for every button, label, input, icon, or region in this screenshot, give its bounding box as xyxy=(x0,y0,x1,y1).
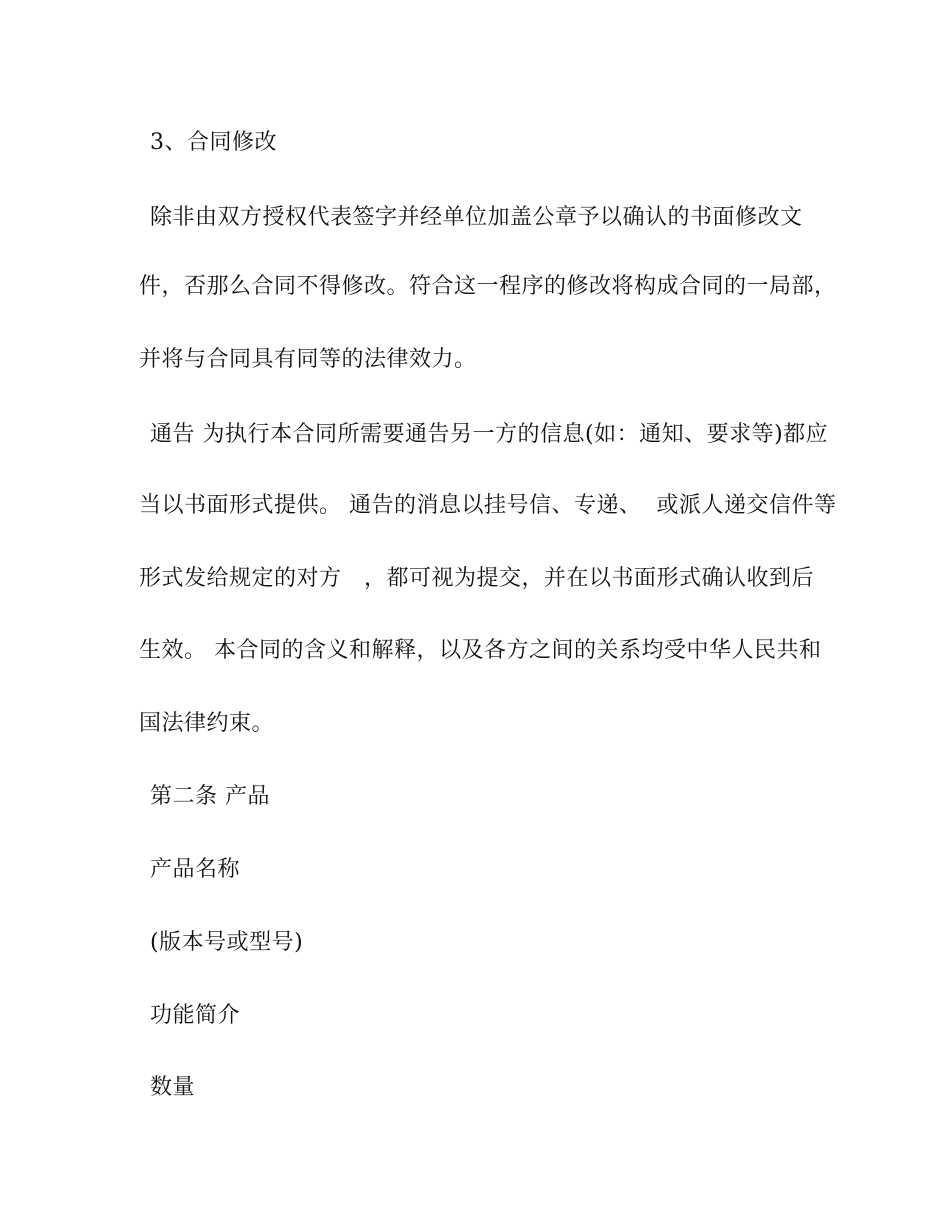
paragraph-line: 当以书面形式提供。 通告的消息以挂号信、专递、 或派人递交信件等 xyxy=(139,493,837,518)
paragraph-line: 除非由双方授权代表签字并经单位加盖公章予以确认的书面修改文 xyxy=(150,205,803,230)
field-label-product-name: 产品名称 xyxy=(150,857,241,882)
paragraph-line: 生效。 本合同的含义和解释，以及各方之间的关系均受中华人民共和 xyxy=(139,638,822,663)
field-label-function: 功能简介 xyxy=(150,1003,241,1028)
article-heading: 第二条 产品 xyxy=(150,784,270,809)
paragraph-line: 件，否那么合同不得修改。符合这一程序的修改将构成合同的一局部， xyxy=(139,274,837,299)
paragraph-line: 国法律约束。 xyxy=(139,711,275,736)
paragraph-line: 形式发给规定的对方 ，都可视为提交，并在以书面形式确认收到后 xyxy=(139,566,814,591)
paragraph-line: 并将与合同具有同等的法律效力。 xyxy=(139,347,477,372)
field-label-quantity: 数量 xyxy=(150,1075,196,1100)
section-heading-contract-amendment: 3、合同修改 xyxy=(150,130,277,155)
field-label-version: (版本号或型号) xyxy=(150,930,304,955)
paragraph-line: 通告 为执行本合同所需要通告另一方的信息(如：通知、要求等)都应 xyxy=(150,422,829,447)
